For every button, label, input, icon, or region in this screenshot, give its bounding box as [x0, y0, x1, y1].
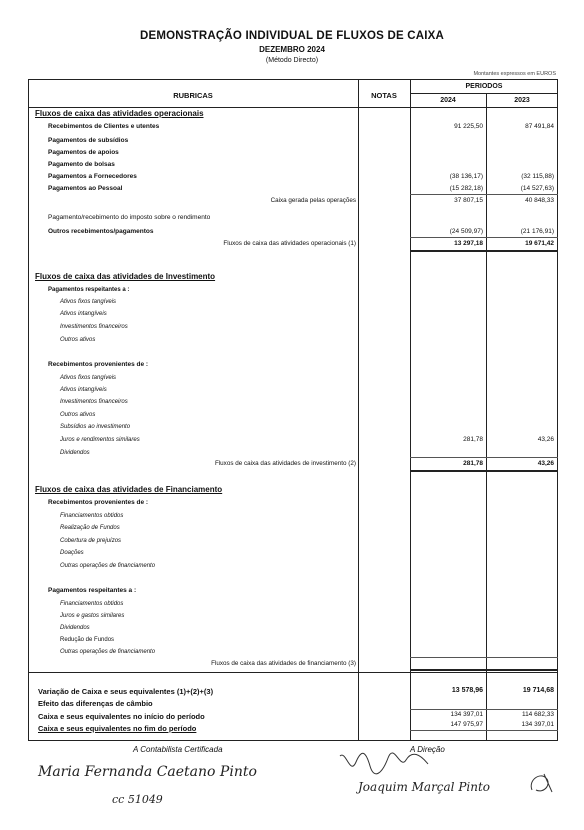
value-2023: 40 848,33	[525, 197, 554, 204]
total-double-line	[410, 470, 558, 472]
list-item: Realização de Fundos	[60, 525, 120, 531]
row-label: Pagamento de bolsas	[48, 161, 115, 168]
list-item: Investimentos financeiros	[60, 324, 128, 330]
row-label: Pagamentos de subsídios	[48, 137, 129, 144]
pagamentos-title: Pagamentos respeitantes a :	[48, 287, 130, 293]
list-item: Juros e gastos similares	[60, 613, 125, 619]
list-item: Subsídios ao investimento	[60, 424, 131, 430]
operacionais-total-label: Fluxos de caixa das atividades operacionais (1)	[223, 240, 356, 247]
list-item: Doações	[60, 550, 84, 556]
value-2024: 134 397,01	[450, 711, 483, 718]
row-label: Recebimentos de Clientes e utentes	[48, 123, 160, 130]
row-label: Pagamentos a Fornecedores	[48, 173, 137, 180]
document-period: DEZEMBRO 2024	[259, 45, 325, 54]
value-2023: (21 176,91)	[520, 228, 554, 235]
value-2023: (14 527,63)	[520, 185, 554, 192]
periodos-underline	[410, 93, 558, 94]
subtotal-line	[410, 657, 558, 658]
value-2023: 87 491,84	[525, 123, 554, 130]
col-divider-2024	[410, 79, 411, 741]
value-2024: (24 509,97)	[449, 228, 483, 235]
col-divider-notas	[358, 79, 359, 741]
list-item: Outras operações de financiamento	[60, 563, 156, 569]
investimento-total-label: Fluxos de caixa das atividades de investimento (2)	[214, 460, 356, 467]
row-label: Pagamento/recebimento do imposto sobre o rendimento	[48, 214, 211, 221]
direcao-title: A Direção	[410, 745, 445, 754]
footer-top-line	[28, 672, 558, 673]
variacao-label: Variação de Caixa e seus equivalentes (1)+(2)+(3)	[38, 687, 214, 696]
section-financiamento-title: Fluxos de caixa das atividades de Financiamento	[35, 485, 223, 494]
total-double-line	[410, 250, 558, 252]
list-item: Ativos intangíveis	[60, 311, 107, 317]
row-label: Pagamentos de apoios	[48, 149, 119, 156]
section-investimento-title: Fluxos de caixa das atividades de Investimento	[35, 272, 216, 281]
direcao-signature: Joaquim Marçal Pinto	[358, 780, 491, 794]
value-2024: 13 297,18	[454, 240, 483, 247]
value-2024: 281,78	[463, 460, 483, 467]
value-2024: 13 578,96	[451, 687, 483, 694]
list-item: Dividendos	[60, 625, 90, 631]
list-item: Ativos fixos tangíveis	[60, 375, 117, 381]
value-2023: 19 714,68	[522, 687, 554, 694]
list-item: Investimentos financeiros	[60, 399, 128, 405]
col-header-2024: 2024	[440, 97, 456, 104]
direcao-scribble-signature	[336, 748, 436, 784]
caixa-gerada-label: Caixa gerada pelas operações	[270, 197, 356, 204]
list-item: Cobertura de prejuízos	[60, 538, 122, 544]
subtotal-line	[410, 237, 558, 238]
document-title: DEMONSTRAÇÃO INDIVIDUAL DE FLUXOS DE CAIXA	[139, 30, 444, 42]
col-header-2023: 2023	[514, 97, 530, 104]
recebimentos-title: Recebimentos provenientes de :	[48, 499, 149, 506]
pagamentos-title: Pagamentos respeitantes a :	[48, 587, 137, 594]
value-2023: (32 115,88)	[521, 173, 554, 180]
value-2024: (15 282,18)	[449, 185, 483, 192]
inicio-label: Caixa e seus equivalentes no início do período	[38, 712, 205, 721]
col-header-rubricas: RUBRICAS	[173, 91, 213, 100]
subtotal-line	[410, 194, 558, 195]
value-2024: 281,78	[463, 436, 483, 443]
recebimentos-title: Recebimentos provenientes de :	[48, 361, 149, 368]
list-item: Financiamentos obtidos	[60, 601, 124, 607]
value-2023: 43,26	[537, 460, 554, 467]
efeito-label: Efeito das diferenças de câmbio	[38, 699, 153, 708]
value-2024: 147 975,97	[450, 721, 483, 728]
list-item: Outras operações de financiamento	[60, 649, 156, 655]
signature-flourish	[526, 770, 556, 796]
row-label: Outros recebimentos/pagamentos	[48, 228, 154, 235]
financiamento-total-label: Fluxos de caixa das atividades de financiamento (3)	[211, 660, 356, 667]
col-divider-2023	[486, 93, 487, 741]
value-2024: 91 225,50	[454, 123, 483, 130]
currency-note: Montantes expressos em EUROS	[473, 71, 556, 77]
contabilista-title: A Contabilista Certificada	[133, 745, 223, 754]
list-item: Outros ativos	[60, 337, 96, 343]
header-bottom-line	[28, 107, 558, 108]
subtotal-line	[410, 709, 558, 710]
fim-label: Caixa e seus equivalentes no fim do período	[38, 724, 197, 733]
value-2023: 134 397,01	[521, 721, 554, 728]
contabilista-number: cc 51049	[112, 793, 163, 806]
value-2024: (38 136,17)	[449, 173, 483, 180]
list-item: Dividendos	[60, 450, 90, 456]
subtotal-line	[410, 730, 558, 731]
value-2023: 43,26	[537, 436, 554, 443]
total-double-line	[410, 669, 558, 671]
col-header-periodos: PERIODOS	[465, 83, 503, 90]
value-2023: 19 671,42	[525, 240, 554, 247]
section-operacionais-title: Fluxos de caixa das atividades operacionais	[35, 109, 204, 118]
list-item: Outros ativos	[60, 412, 96, 418]
value-2024: 37 807,15	[454, 197, 483, 204]
document-method: (Método Directo)	[265, 57, 319, 64]
subtotal-line	[410, 457, 558, 458]
col-header-notas: NOTAS	[371, 91, 397, 100]
contabilista-signature: Maria Fernanda Caetano Pinto	[38, 764, 257, 780]
list-item: Ativos intangíveis	[60, 387, 107, 393]
row-label: Pagamentos ao Pessoal	[48, 185, 123, 192]
list-item: Juros e rendimentos similares	[60, 437, 140, 443]
list-item: Ativos fixos tangíveis	[60, 299, 117, 305]
list-item: Financiamentos obtidos	[60, 513, 124, 519]
value-2023: 114 682,33	[521, 711, 554, 718]
list-item: Redução de Fundos	[60, 637, 115, 643]
